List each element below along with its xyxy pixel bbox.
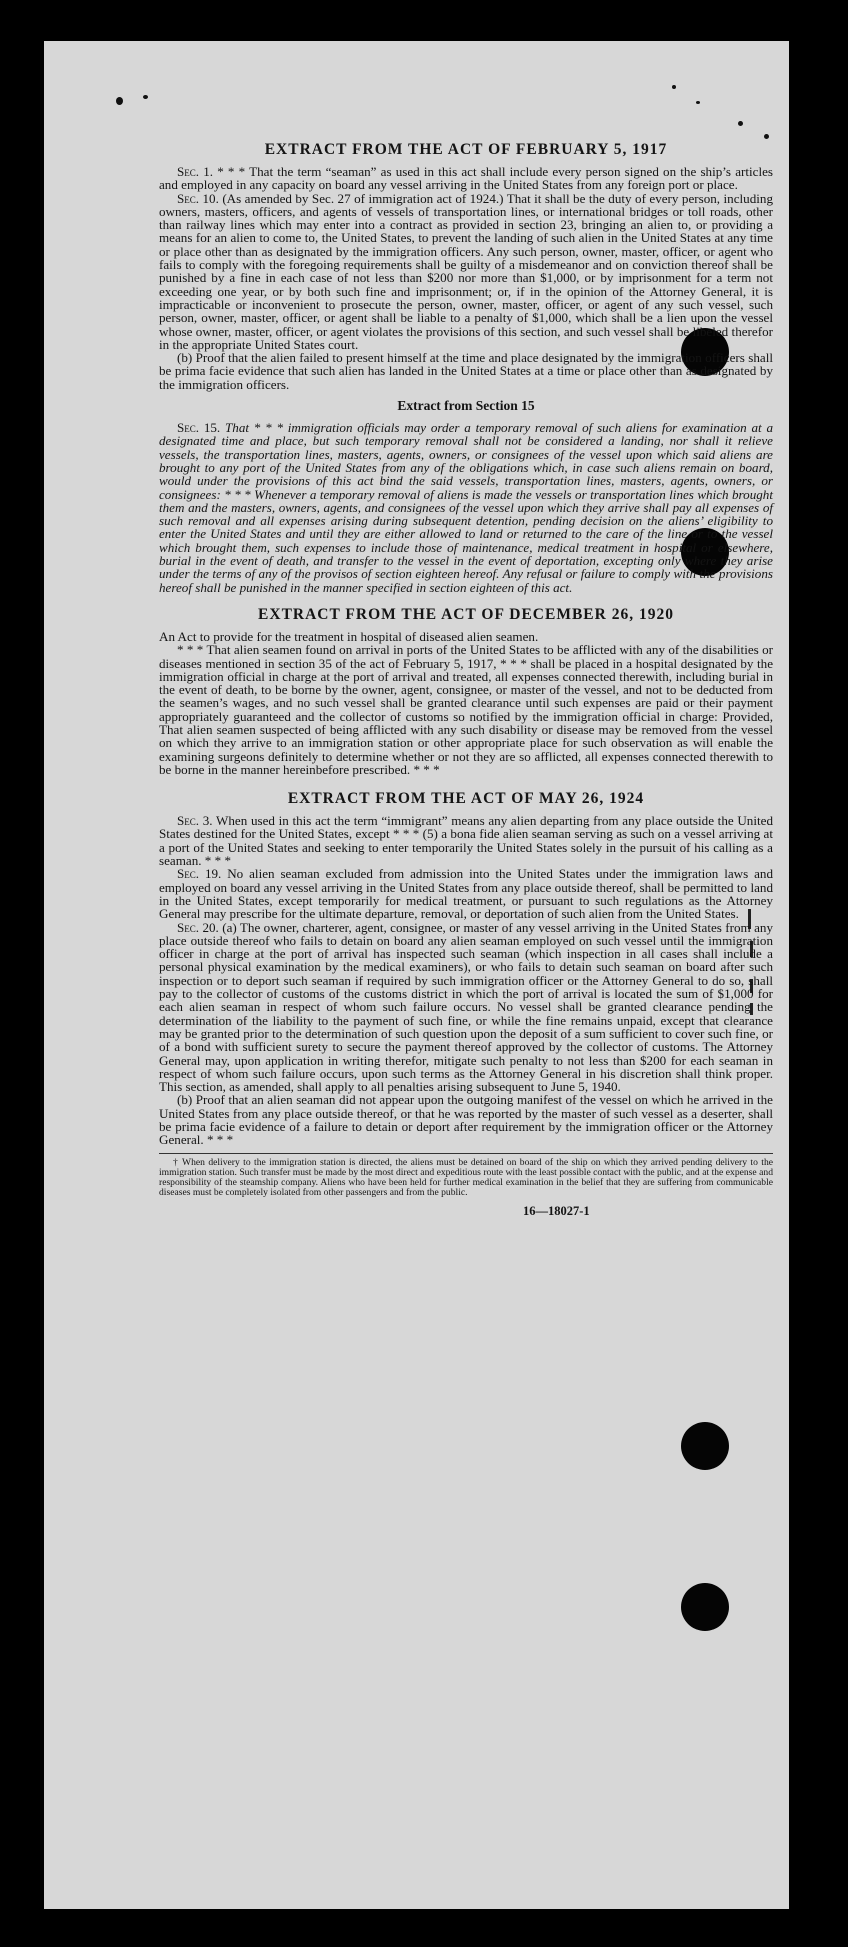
scan-speck xyxy=(764,134,769,139)
spacer xyxy=(159,776,773,790)
paragraph-text: No alien seaman excluded from admission into the United States under the immigration laws and employed on board any vessel arriving in the United States from any place outside thereof, shall be permitted to land in the United States, except temporarily for medical treatment, or pursuant to such regulations as the Attorney General may prescribe for the ultimate departure, removal, or deportation of such alien from the United States. xyxy=(159,866,774,922)
document-body xyxy=(159,141,773,1219)
section-label: Sec. 1. xyxy=(177,164,214,179)
section-label: Sec. 10. xyxy=(177,190,219,206)
paragraph-sec-1 xyxy=(159,165,773,192)
footnote xyxy=(159,1158,773,1198)
scan-speck xyxy=(696,101,700,104)
form-number: 16—18027-1 xyxy=(523,1203,590,1218)
heading-act-1920: EXTRACT FROM THE ACT OF DECEMBER 26, 1920 xyxy=(258,605,674,623)
footnote-text: † When delivery to the immigration station is directed, the aliens must be detained on board of the ship on which they arrived pending delivery to the immigration station. Such transfer must be made by the most direct and expeditious route with the least possible contact with the public, and at the expense and responsibility of the steamship company. Aliens who have been held for further medical examination in the belief that they are suffering from communicable diseases must be completely isolated from other passengers and from the public. xyxy=(159,1156,773,1198)
paragraph-sec-20 xyxy=(159,921,773,1094)
spacer xyxy=(159,594,773,606)
paragraph-sec-10 xyxy=(159,192,773,352)
paragraph-sec-19 xyxy=(159,867,773,920)
punch-hole xyxy=(681,1422,729,1470)
paragraph-sec-3 xyxy=(159,814,773,867)
section-15-block xyxy=(159,421,773,594)
section-label: Sec. 19. xyxy=(177,866,222,882)
paragraph-proof-landing: (b) Proof that the alien failed to present himself at the time and place designated by the immigration officers shall be prima facie evidence that such alien has landed in the United States at a time or place other than as designated by the immigration officers. xyxy=(159,350,773,392)
scan-speck xyxy=(143,95,148,99)
paragraph-text: That * * * immigration officials may order a temporary removal of such aliens for examination at a designated time and place, but such temporary removal shall not be considered a landing, nor shall it relieve vessels, the transportation lines, masters, agents, owners, or consignees of the vessel upon which said aliens are brought to any port of the United States from any of the obligations which, in case such aliens remain on board, would under the provisions of this act bind the said vessels, transportation lines, masters, agents, owners, or consignees: * * * Whenever a temporary removal of aliens is made the vessels or transportation lines which brought them and the masters, owners, agents, and consignees of the vessel upon which they arrive shall pay all expenses of such removal and all expenses arising during subsequent detention, pending decision on the aliens’ eligibility to enter the United States and until they are either allowed to land or returned to the care of the line or to the vessel which brought them, such expenses to include those of maintenance, medical treatment in hospital or elsewhere, burial in the event of death, and transfer to the vessel in the event of deportation, excepting only where they arise under the terms of any of the provisos of section eighteen hereof. Any refusal or failure to comply with the provisions hereof shall be punished in the manner specified in section eighteen of this act. xyxy=(159,420,774,595)
heading-act-1924: EXTRACT FROM THE ACT OF MAY 26, 1924 xyxy=(287,790,645,808)
paragraph-sec-15 xyxy=(159,421,773,594)
section-label: Sec. 3. xyxy=(177,813,213,829)
paragraph-hospital-treatment: * * * That alien seamen found on arrival in ports of the United States to be afflicted with any of the disabilities or diseases mentioned in section 35 of the act of February 5, 1917, * * * shall be placed in a hospital designated by the immigration official in charge at the port of arrival and treated, all expenses connected therewith, including burial in the event of death, to be borne by the owner, agent, consignee, or master of the vessel, and not to be deducted from the seamen’s wages, and no such vessel shall be granted clearance until such expenses are paid or their payment appropriately guaranteed and the collector of customs so notified by the immigration official in charge: Provided, That alien seamen suspected of being afflicted with any such disability or disease may be removed from the vessel on which they arrive to an immigration station or other appropriate place for such observation as will enable the examining surgeons definitely to determine whether or not they are so afflicted, all expenses connected therewith to be borne in the manner hereinbefore prescribed. * * * xyxy=(159,642,773,777)
subheading-section-15: Extract from Section 15 xyxy=(397,398,535,414)
scan-speck xyxy=(116,97,123,105)
paragraph-act-title: An Act to provide for the treatment in hospital of diseased alien seamen. xyxy=(159,628,539,644)
punch-hole xyxy=(681,1583,729,1631)
paragraph-text: (a) The owner, charterer, agent, consignee, or master of any vessel arriving in the United States from any place outside thereof who fails to detain on board any alien seaman employed on such vessel until the immigration officer in charge at the port of arrival has inspected such seaman (which inspection in all cases shall include a personal physical examination by the medical examiners), or who fails to detain such seaman on board after such inspection or to deport such seaman if required by such immigration officer or the Attorney General to do so, shall pay to the collector of customs of the customs district in which the port of arrival is located the sum of $1,000 for each alien seaman in respect of whom such failure occurs. No vessel shall be granted clearance pending the determination of the liability to the payment of such fine, or while the fine remains unpaid, except that clearance may be granted prior to the determination of such question upon the deposit of a sum sufficient to cover such fine, or of a bond with sufficient surety to secure the payment thereof approved by the collector of customs. The Attorney General may, upon application in writing therefor, mitigate such penalty to not less than $200 for each seaman in respect of whom such failure occurs, upon such terms as the Attorney General in his discretion shall think proper. This section, as amended, shall apply to all penalties arising subsequent to June 5, 1940. xyxy=(159,919,774,1095)
paragraph-text: (As amended by Sec. 27 of immigration act of 1924.) That it shall be the duty of every person, including owners, masters, officers, and agents of vessels of transportation lines, or international bridges or toll roads, other than railway lines which may enter into a contract as provided in section 23, bringing an alien to, or providing a means for an alien to come to, the United States, to prevent the landing of such alien in the United States at any time or place other than as designated by the immigration officers. Any such person, owner, master, officer, or agent who fails to comply with the foregoing requirements shall be guilty of a misdemeanor and on conviction thereof shall be punished by a fine in each case of not less than $200 nor more than $1,000, or by imprisonment for a term not exceeding one year, or by both such fine and imprisonment; or, if in the opinion of the Attorney General, it is impracticable or inconvenient to prosecute the person, owner, master, officer, or agent of any such vessel, such person, owner, master, officer, or agent shall be liable to a penalty of $1,000, which shall be a lien upon the vessel whose owner, master, officer, or agent violates the provisions of this section, and such vessel shall be libeled therefor in the appropriate United States court. xyxy=(159,190,773,352)
scan-speck xyxy=(672,85,676,89)
section-label: Sec. 20. xyxy=(177,919,219,935)
section-label: Sec. 15. xyxy=(177,420,221,436)
document-sheet xyxy=(44,41,789,1909)
paragraph-text: * * * That the term “seaman” as used in this act shall include every person signed on the ship’s articles and employed in any capacity on board any vessel arriving in the United States from any foreign port or place. xyxy=(159,164,773,193)
paragraph-text: When used in this act the term “immigrant” means any alien departing from any place outside the United States destined for the United States, except * * * (5) a bona fide alien seaman serving as such on a vessel arriving at a port of the United States and seeking to enter temporarily the United States solely in the pursuit of his calling as a seaman. * * * xyxy=(159,813,773,869)
scan-speck xyxy=(738,121,743,126)
paragraph-proof-manifest: (b) Proof that an alien seaman did not appear upon the outgoing manifest of the vessel on which he arrived in the United States from any place outside thereof, or that he was reported by the master of such vessel as a deserter, shall be prima facie evidence of a failure to detain or deport after requirement by the immigration officer or the Attorney General. * * * xyxy=(159,1092,773,1148)
footnote-divider xyxy=(159,1153,773,1154)
heading-act-1917: EXTRACT FROM THE ACT OF FEBRUARY 5, 1917 xyxy=(264,141,668,158)
